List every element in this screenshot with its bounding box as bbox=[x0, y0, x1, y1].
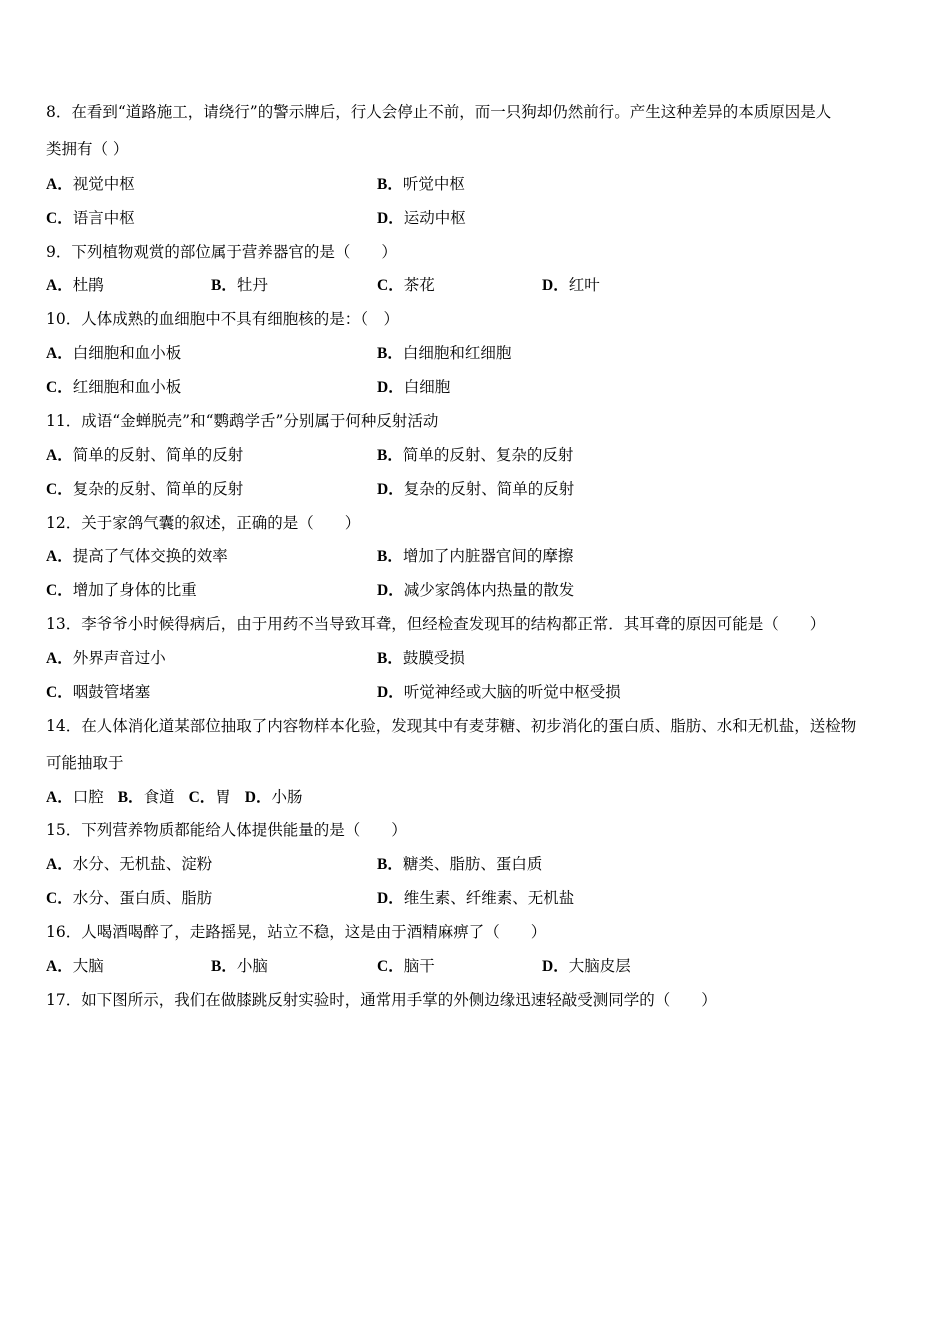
question-10-option-a[interactable]: A．白细胞和血小板 bbox=[46, 344, 182, 362]
question-13-option-a[interactable]: A．外界声音过小 bbox=[46, 649, 166, 667]
question-8-stem-cont: 类拥有（ ） bbox=[46, 140, 129, 158]
question-14-option-a[interactable]: A．口腔 bbox=[46, 788, 104, 806]
question-13-option-d[interactable]: D．听觉神经或大脑的听觉中枢受损 bbox=[377, 683, 621, 701]
question-12-option-b[interactable]: B．增加了内脏器官间的摩擦 bbox=[377, 547, 574, 565]
question-8-option-d[interactable]: D．运动中枢 bbox=[377, 209, 466, 227]
question-14-option-c[interactable]: C．胃 bbox=[188, 788, 231, 806]
question-12-option-d[interactable]: D．减少家鸽体内热量的散发 bbox=[377, 581, 575, 599]
question-16-option-d[interactable]: D．大脑皮层 bbox=[542, 957, 631, 975]
question-13-stem: 13．李爷爷小时候得病后，由于用药不当导致耳聋，但经检查发现耳的结构都正常．其耳聋的原因可能是（ ） bbox=[46, 615, 826, 633]
question-15-stem: 15．下列营养物质都能给人体提供能量的是（ ） bbox=[46, 821, 407, 839]
question-14-option-b[interactable]: B．食道 bbox=[117, 788, 175, 806]
question-9-option-b[interactable]: B．牡丹 bbox=[211, 276, 268, 294]
question-16-stem: 16．人喝酒喝醉了，走路摇晃，站立不稳，这是由于酒精麻痹了（ ） bbox=[46, 923, 547, 941]
question-11-option-a[interactable]: A．简单的反射、简单的反射 bbox=[46, 446, 244, 464]
question-16-option-b[interactable]: B．小脑 bbox=[211, 957, 268, 975]
question-10-option-c[interactable]: C．红细胞和血小板 bbox=[46, 378, 182, 396]
question-14-stem: 14．在人体消化道某部位抽取了内容物样本化验，发现其中有麦芽糖、初步消化的蛋白质、脂肪、水和无机盐，送检物 bbox=[46, 717, 857, 735]
question-11-option-b[interactable]: B．简单的反射、复杂的反射 bbox=[377, 446, 574, 464]
question-13-option-c[interactable]: C．咽鼓管堵塞 bbox=[46, 683, 151, 701]
question-15-option-c[interactable]: C．水分、蛋白质、脂肪 bbox=[46, 889, 213, 907]
question-11-stem: 11．成语“金蝉脱壳”和“鹦鹉学舌”分别属于何种反射活动 bbox=[46, 412, 439, 430]
question-12-option-c[interactable]: C．增加了身体的比重 bbox=[46, 581, 197, 599]
question-10-option-d[interactable]: D．白细胞 bbox=[377, 378, 451, 396]
question-13-option-b[interactable]: B．鼓膜受损 bbox=[377, 649, 465, 667]
question-8-option-b[interactable]: B．听觉中枢 bbox=[377, 175, 465, 193]
question-14-option-d[interactable]: D．小肠 bbox=[244, 788, 303, 806]
question-15-option-b[interactable]: B．糖类、脂肪、蛋白质 bbox=[377, 855, 543, 873]
question-12-option-a[interactable]: A．提高了气体交换的效率 bbox=[46, 547, 228, 565]
question-9-stem: 9．下列植物观赏的部位属于营养器官的是（ ） bbox=[46, 243, 397, 261]
question-10-option-b[interactable]: B．白细胞和红细胞 bbox=[377, 344, 512, 362]
question-16-option-c[interactable]: C．脑干 bbox=[377, 957, 435, 975]
question-8-option-c[interactable]: C．语言中枢 bbox=[46, 209, 135, 227]
question-14-stem-cont: 可能抽取于 bbox=[46, 754, 124, 772]
question-8-option-a[interactable]: A．视觉中枢 bbox=[46, 175, 135, 193]
question-14-options bbox=[46, 787, 317, 808]
question-9-option-c[interactable]: C．茶花 bbox=[377, 276, 435, 294]
question-11-option-d[interactable]: D．复杂的反射、简单的反射 bbox=[377, 480, 575, 498]
question-12-stem: 12．关于家鸽气囊的叙述，正确的是（ ） bbox=[46, 514, 361, 532]
question-11-option-c[interactable]: C．复杂的反射、简单的反射 bbox=[46, 480, 244, 498]
question-10-stem: 10．人体成熟的血细胞中不具有细胞核的是：（ ） bbox=[46, 310, 399, 328]
question-9-option-d[interactable]: D．红叶 bbox=[542, 276, 600, 294]
question-16-option-a[interactable]: A．大脑 bbox=[46, 957, 104, 975]
question-8-stem: 8．在看到“道路施工，请绕行”的警示牌后，行人会停止不前，而一只狗却仍然前行。产生这种差异的本质原因是人 bbox=[46, 103, 832, 121]
question-15-option-d[interactable]: D．维生素、纤维素、无机盐 bbox=[377, 889, 575, 907]
question-15-option-a[interactable]: A．水分、无机盐、淀粉 bbox=[46, 855, 213, 873]
question-17-stem: 17．如下图所示，我们在做膝跳反射实验时，通常用手掌的外侧边缘迅速轻敲受测同学的（ ） bbox=[46, 991, 717, 1009]
question-9-option-a[interactable]: A．杜鹃 bbox=[46, 276, 104, 294]
